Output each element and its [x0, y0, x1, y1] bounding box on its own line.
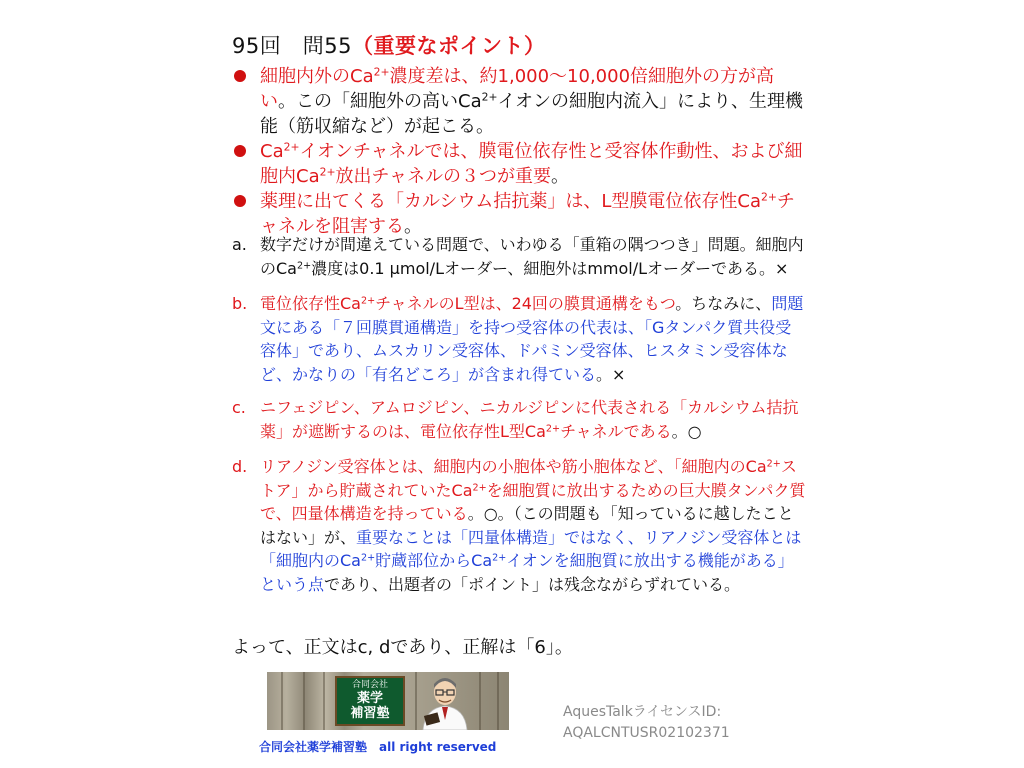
- superscript-charge: 2+: [492, 552, 507, 564]
- license-line-1: AquesTalkライセンスID:: [563, 704, 722, 720]
- page-title: [232, 30, 545, 60]
- text-run: 。○。（この問題も「知っているに越したことはない」が、: [260, 504, 794, 547]
- option-a: [232, 233, 807, 280]
- key-point-text: [260, 191, 795, 237]
- text-run: 細胞内外のCa: [260, 66, 374, 87]
- option-text: [260, 398, 799, 441]
- text-run: 。○: [671, 421, 702, 441]
- bullet-dot-icon: [234, 145, 246, 157]
- option-text: [260, 457, 806, 594]
- text-run: であり、出題者の「ポイント」は残念ながらずれている。: [324, 574, 741, 594]
- logo-plank: [303, 672, 305, 730]
- text-run: 貯蔵部位からCa: [375, 551, 493, 570]
- logo-line-1: 合同会社: [351, 680, 388, 690]
- text-run: チャネルを阻害する: [260, 191, 795, 237]
- key-point-item: [232, 139, 807, 189]
- superscript-charge: 2+: [766, 458, 781, 470]
- option-b: [232, 292, 807, 386]
- logo-plank: [479, 672, 481, 730]
- option-d: [232, 455, 807, 596]
- title-key-points: （重要なポイント）: [351, 34, 546, 58]
- text-run: 数字だけが間違えている問題で、いわゆる「重箱の隅つつき」問題。細胞内のCa: [260, 235, 804, 278]
- superscript-charge: 2+: [761, 190, 777, 204]
- text-run: イオンを細胞質に放出する機能がある」という点: [260, 551, 794, 594]
- logo-chalkboard: [335, 676, 405, 726]
- answer-options-list: [232, 233, 807, 596]
- text-run: 。この「細胞外の高いCa: [278, 91, 482, 112]
- logo-line-3: 補習塾: [350, 706, 390, 721]
- superscript-charge: 2+: [373, 65, 390, 79]
- option-text: [260, 294, 803, 384]
- superscript-charge: 2+: [283, 140, 300, 154]
- text-run: を細胞質に放出するための巨大膜タンパク質で、四量体構造を持っている: [260, 480, 806, 523]
- option-label: c.: [232, 398, 246, 417]
- text-run: 薬理に出てくる「カルシウム拮抗薬」は、L型膜電位依存性Ca: [260, 191, 761, 212]
- option-text: [260, 235, 804, 278]
- text-run: リアノジン受容体とは、細胞内の小胞体や筋小胞体など、「細胞内のCa: [260, 457, 767, 476]
- bullet-dot-icon: [234, 195, 246, 207]
- superscript-charge: 2+: [360, 552, 376, 564]
- option-c: [232, 396, 807, 443]
- title-question-number: 95回 問55: [232, 34, 352, 58]
- superscript-charge: 2+: [545, 422, 561, 434]
- option-label: d.: [232, 457, 248, 476]
- key-points-list: [232, 64, 807, 239]
- text-run: 濃度差は、約1,000～10,000倍細胞外の方が高い: [260, 66, 775, 112]
- text-run: 。: [404, 216, 422, 237]
- text-run: イオンチャネルでは、膜電位依存性と受容体作動性、および細胞内Ca: [260, 141, 803, 187]
- teacher-illustration-icon: [417, 674, 473, 730]
- text-run: 重要なことは「四量体構造」ではなく、リアノジン受容体とは「細胞内のCa: [260, 527, 802, 570]
- company-logo: [267, 672, 509, 730]
- logo-plank: [281, 672, 283, 730]
- superscript-charge: 2+: [360, 295, 376, 307]
- option-label: b.: [232, 294, 248, 313]
- text-run: 濃度は0.1 μmol/Lオーダー、細胞外はmmol/Lオーダーである。×: [311, 258, 789, 278]
- text-run: 電位依存性Ca: [260, 294, 361, 313]
- text-run: 。: [551, 166, 569, 187]
- key-point-text: [260, 66, 803, 137]
- text-run: ストア」から貯蔵されていたCa: [260, 457, 797, 500]
- text-run: ニフェジピン、アムロジピン、ニカルジピンに代表される「カルシウム拮抗薬」が遮断するのは、電位依存性L型Ca: [260, 398, 799, 441]
- superscript-charge: 2+: [481, 90, 498, 104]
- key-point-item: [232, 189, 807, 239]
- key-point-text: [260, 141, 802, 187]
- text-run: チャネルのL型は、24回の膜貫通構をもつ: [375, 294, 676, 313]
- text-run: 問題文にある「７回膜貫通構造」を持つ受容体の代表は、「Gタンパク質共役受容体」であり、ムスカリン受容体、ドパミン受容体、ヒスタミン受容体など、かなりの「有名どころ」が含まれ得ている: [260, 294, 804, 384]
- logo-line-2: 薬学: [356, 691, 383, 706]
- superscript-charge: 2+: [472, 481, 487, 493]
- logo-plank: [323, 672, 325, 730]
- superscript-charge: 2+: [319, 165, 336, 179]
- text-run: Ca: [260, 141, 284, 162]
- license-id: [563, 702, 738, 744]
- conclusion-text: よって、正文はc, dであり、正解は「6」。: [232, 637, 573, 658]
- text-run: 。ちなみに、: [675, 294, 772, 313]
- superscript-charge: 2+: [296, 259, 312, 271]
- text-run: 。×: [596, 364, 626, 384]
- bullet-dot-icon: [234, 70, 246, 82]
- logo-plank: [497, 672, 499, 730]
- license-line-2: AQALCNTUSR02102371: [563, 725, 730, 741]
- text-run: イオンの細胞内流入」により、生理機能（筋収縮など）が起こる。: [260, 91, 803, 137]
- text-run: 放出チャネルの３つが重要: [335, 166, 551, 187]
- key-point-item: [232, 64, 807, 139]
- option-label: a.: [232, 235, 247, 254]
- text-run: チャネルである: [560, 421, 672, 441]
- copyright-text: 合同会社薬学補習塾 all right reserved: [259, 740, 497, 754]
